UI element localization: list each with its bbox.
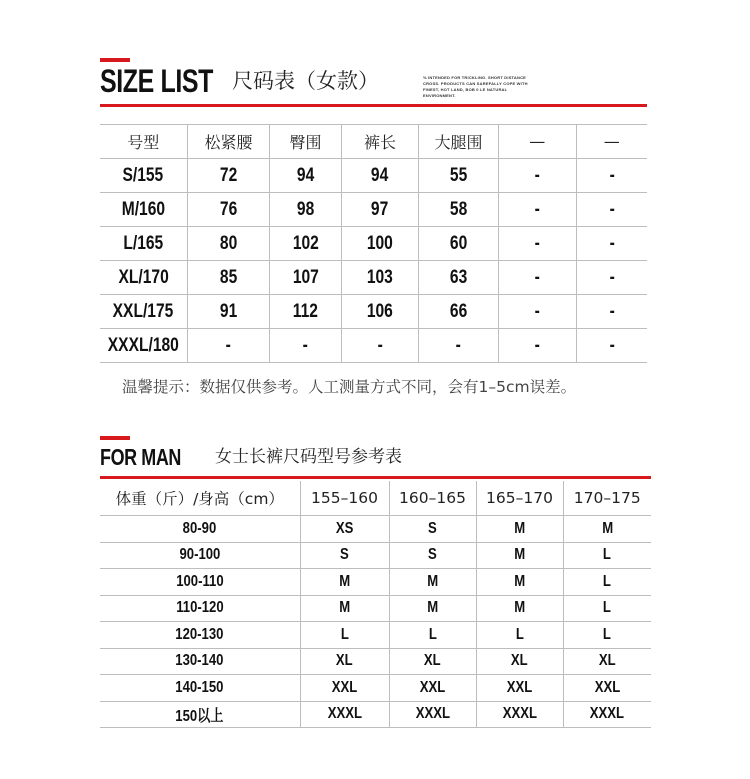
accent-bar-short-2 (100, 436, 130, 440)
accent-divider (100, 104, 647, 107)
size-cell (419, 295, 499, 329)
cell-text: - (609, 266, 615, 288)
size-cell (498, 227, 576, 261)
size-header-row (100, 125, 647, 159)
reference-cell (389, 542, 476, 569)
cell-text: 140-150 (175, 678, 224, 696)
size-header-cell (498, 125, 576, 159)
cell-text: 97 (371, 198, 389, 220)
cell-text: 100-110 (176, 572, 224, 590)
cell-text: 臀围 (289, 133, 322, 152)
cell-text: S (428, 519, 437, 537)
reference-cell (100, 516, 300, 543)
reference-row (100, 542, 651, 569)
reference-cell (476, 648, 563, 675)
cell-text: - (609, 232, 615, 254)
cell-text: S/155 (122, 164, 164, 186)
cell-text: M (514, 572, 525, 590)
tip-note: 温馨提示：数据仅供参考。人工测量方式不同，会有1–5cm误差。 (122, 378, 577, 396)
cell-text: M (339, 572, 350, 590)
reference-cell (100, 622, 300, 649)
cell-text: 120-130 (175, 625, 224, 643)
size-cell (498, 295, 576, 329)
size-cell (419, 193, 499, 227)
cell-text: L (603, 599, 612, 617)
size-row (100, 295, 647, 329)
size-cell (100, 261, 187, 295)
cell-text: XL (424, 652, 441, 670)
size-header-cell (341, 125, 418, 159)
cell-text: — (603, 132, 620, 151)
size-cell (187, 227, 270, 261)
cell-text: M (514, 519, 525, 537)
reference-cell (563, 595, 651, 622)
reference-header-cell (476, 481, 563, 516)
reference-cell (300, 622, 389, 649)
size-row (100, 159, 647, 193)
cell-text: L (603, 625, 612, 643)
cell-text: 91 (219, 300, 238, 322)
reference-cell (389, 701, 476, 728)
size-cell (270, 227, 342, 261)
size-cell (341, 295, 418, 329)
cell-text: 98 (296, 198, 315, 220)
reference-cell (389, 675, 476, 702)
reference-row (100, 622, 651, 649)
reference-cell (389, 648, 476, 675)
reference-cell (300, 595, 389, 622)
size-cell (419, 329, 499, 363)
cell-text: 80-90 (182, 519, 217, 537)
reference-row (100, 675, 651, 702)
reference-cell (100, 701, 300, 728)
cell-text: 80 (219, 232, 238, 254)
cell-text: 体重（斤）/身高（cm） (115, 490, 284, 508)
cell-text: 107 (292, 266, 319, 288)
size-cell (100, 227, 187, 261)
cell-text: 103 (366, 266, 393, 288)
reference-header-cell (563, 481, 651, 516)
size-cell (187, 261, 270, 295)
reference-cell (563, 622, 651, 649)
cell-text: 55 (449, 164, 468, 186)
reference-cell (389, 516, 476, 543)
reference-cell (389, 569, 476, 596)
size-header-cell (576, 125, 647, 159)
reference-cell (100, 542, 300, 569)
size-row (100, 261, 647, 295)
cell-text: 76 (219, 198, 238, 220)
cell-text: 72 (219, 164, 238, 186)
cell-text: 63 (449, 266, 468, 288)
reference-cell (389, 622, 476, 649)
reference-cell (300, 569, 389, 596)
size-cell (187, 295, 270, 329)
size-cell (498, 159, 576, 193)
cell-text: L (603, 572, 612, 590)
cell-text: M (427, 599, 438, 617)
reference-cell (563, 648, 651, 675)
cell-text: XXL (419, 678, 446, 696)
cell-text: XL (511, 652, 528, 670)
cell-text: XL/170 (118, 266, 169, 288)
cell-text: 大腿围 (434, 133, 483, 152)
size-cell (576, 159, 647, 193)
cell-text: - (534, 300, 540, 322)
size-cell (341, 329, 418, 363)
cell-text: 112 (292, 300, 319, 322)
cell-text: XS (335, 519, 354, 537)
size-cell (187, 159, 270, 193)
reference-header-row (100, 481, 651, 516)
cell-text: - (455, 334, 462, 356)
size-header-cell (419, 125, 499, 159)
reference-cell (476, 675, 563, 702)
cell-text: L/165 (123, 232, 164, 254)
cell-text: XL (598, 652, 616, 670)
reference-row (100, 516, 651, 543)
fine-print: % INTENDED FOR TRICKLING. SHORT DISTANCE CROSS. PRODUCTS CAN SAREFALLY COPE WITH FINEST, HOT LAND, BOB 0 LE NATURAL ENVIRONMENT. (423, 75, 528, 98)
reference-header-cell (100, 481, 300, 516)
cell-text: 94 (296, 164, 315, 186)
reference-row (100, 595, 651, 622)
cell-text: 58 (449, 198, 468, 220)
size-cell (498, 261, 576, 295)
cell-text: - (534, 334, 540, 356)
for-man-subtitle: 女士长裤尺码型号参考表 (215, 447, 402, 467)
reference-cell (476, 516, 563, 543)
reference-cell (100, 595, 300, 622)
reference-cell (100, 569, 300, 596)
size-cell (270, 261, 342, 295)
cell-text: XXXL (502, 705, 537, 723)
cell-text: L (340, 625, 349, 643)
reference-cell (300, 675, 389, 702)
cell-text: XL (336, 652, 353, 670)
reference-header-cell (389, 481, 476, 516)
cell-text: 85 (219, 266, 238, 288)
size-cell (419, 159, 499, 193)
cell-text: 130-140 (175, 652, 224, 670)
cell-text: 号型 (127, 133, 160, 152)
cell-text: 66 (449, 300, 468, 322)
cell-text: 170–175 (573, 489, 641, 507)
size-cell (419, 227, 499, 261)
cell-text: - (534, 164, 540, 186)
cell-text: S (428, 546, 437, 564)
cell-text: XXL (331, 678, 358, 696)
size-cell (576, 295, 647, 329)
size-cell (100, 193, 187, 227)
for-man-title: FOR MAN (100, 444, 181, 470)
cell-text: M (514, 546, 525, 564)
cell-text: L (515, 625, 524, 643)
cell-text: 90-100 (179, 546, 221, 564)
size-cell (270, 295, 342, 329)
cell-text: 110-120 (176, 599, 224, 617)
size-header-cell (270, 125, 342, 159)
cell-text: - (377, 334, 383, 356)
reference-row (100, 648, 651, 675)
reference-cell (476, 701, 563, 728)
cell-text: M/160 (121, 198, 165, 220)
cell-text: - (609, 198, 615, 220)
cell-text: XXXL (415, 705, 450, 723)
size-cell (270, 329, 342, 363)
cell-text: 150以上 (175, 707, 224, 725)
cell-text: M (514, 599, 525, 617)
cell-text: 106 (366, 300, 393, 322)
size-list-subtitle: 尺码表（女款） (232, 69, 379, 93)
size-cell (341, 193, 418, 227)
cell-text: XXL (594, 678, 621, 696)
size-cell (576, 193, 647, 227)
size-cell (576, 261, 647, 295)
reference-table (100, 481, 651, 728)
reference-header-cell (300, 481, 389, 516)
size-cell (270, 193, 342, 227)
size-list-title: SIZE LIST (100, 63, 213, 99)
cell-text: 60 (449, 232, 468, 254)
cell-text: — (529, 132, 546, 151)
cell-text: 松紧腰 (204, 133, 253, 152)
cell-text: XXL/175 (112, 300, 174, 322)
cell-text: M (339, 599, 350, 617)
cell-text: XXXL (590, 705, 625, 723)
size-cell (100, 295, 187, 329)
size-cell (187, 329, 270, 363)
size-row (100, 329, 647, 363)
cell-text: S (340, 546, 349, 564)
size-cell (419, 261, 499, 295)
reference-cell (300, 648, 389, 675)
cell-text: XXXL (327, 705, 362, 723)
cell-text: - (534, 198, 540, 220)
cell-text: - (225, 334, 232, 356)
size-cell (576, 227, 647, 261)
size-cell (187, 193, 270, 227)
cell-text: 165–170 (486, 489, 553, 507)
size-cell (498, 193, 576, 227)
cell-text: - (534, 266, 540, 288)
cell-text: 102 (292, 232, 319, 254)
reference-cell (563, 701, 651, 728)
cell-text: M (427, 572, 438, 590)
cell-text: M (601, 519, 613, 537)
size-cell (341, 159, 418, 193)
size-cell (341, 227, 418, 261)
cell-text: XXXL/180 (107, 334, 179, 356)
size-cell (498, 329, 576, 363)
cell-text: - (609, 164, 615, 186)
size-row (100, 193, 647, 227)
reference-cell (300, 542, 389, 569)
size-cell (576, 329, 647, 363)
cell-text: - (302, 334, 309, 356)
cell-text: - (609, 300, 615, 322)
reference-cell (100, 648, 300, 675)
reference-row (100, 701, 651, 728)
cell-text: 裤长 (363, 133, 396, 152)
cell-text: L (603, 546, 612, 564)
reference-cell (563, 675, 651, 702)
size-table (100, 124, 647, 363)
cell-text: XXL (506, 678, 533, 696)
reference-cell (300, 701, 389, 728)
cell-text: 94 (371, 164, 389, 186)
size-header-cell (100, 125, 187, 159)
cell-text: 155–160 (311, 489, 378, 507)
size-cell (341, 261, 418, 295)
reference-cell (476, 569, 563, 596)
reference-cell (563, 516, 651, 543)
size-cell (100, 159, 187, 193)
reference-cell (476, 622, 563, 649)
size-cell (100, 329, 187, 363)
cell-text: 160–165 (399, 489, 466, 507)
cell-text: L (428, 625, 437, 643)
reference-cell (563, 542, 651, 569)
size-row (100, 227, 647, 261)
reference-row (100, 569, 651, 596)
reference-cell (389, 595, 476, 622)
size-header-cell (187, 125, 270, 159)
reference-cell (476, 595, 563, 622)
reference-cell (300, 516, 389, 543)
cell-text: - (609, 334, 615, 356)
cell-text: - (534, 232, 540, 254)
size-cell (270, 159, 342, 193)
reference-cell (476, 542, 563, 569)
reference-cell (563, 569, 651, 596)
accent-divider-2 (100, 476, 651, 479)
cell-text: 100 (366, 232, 393, 254)
reference-cell (100, 675, 300, 702)
